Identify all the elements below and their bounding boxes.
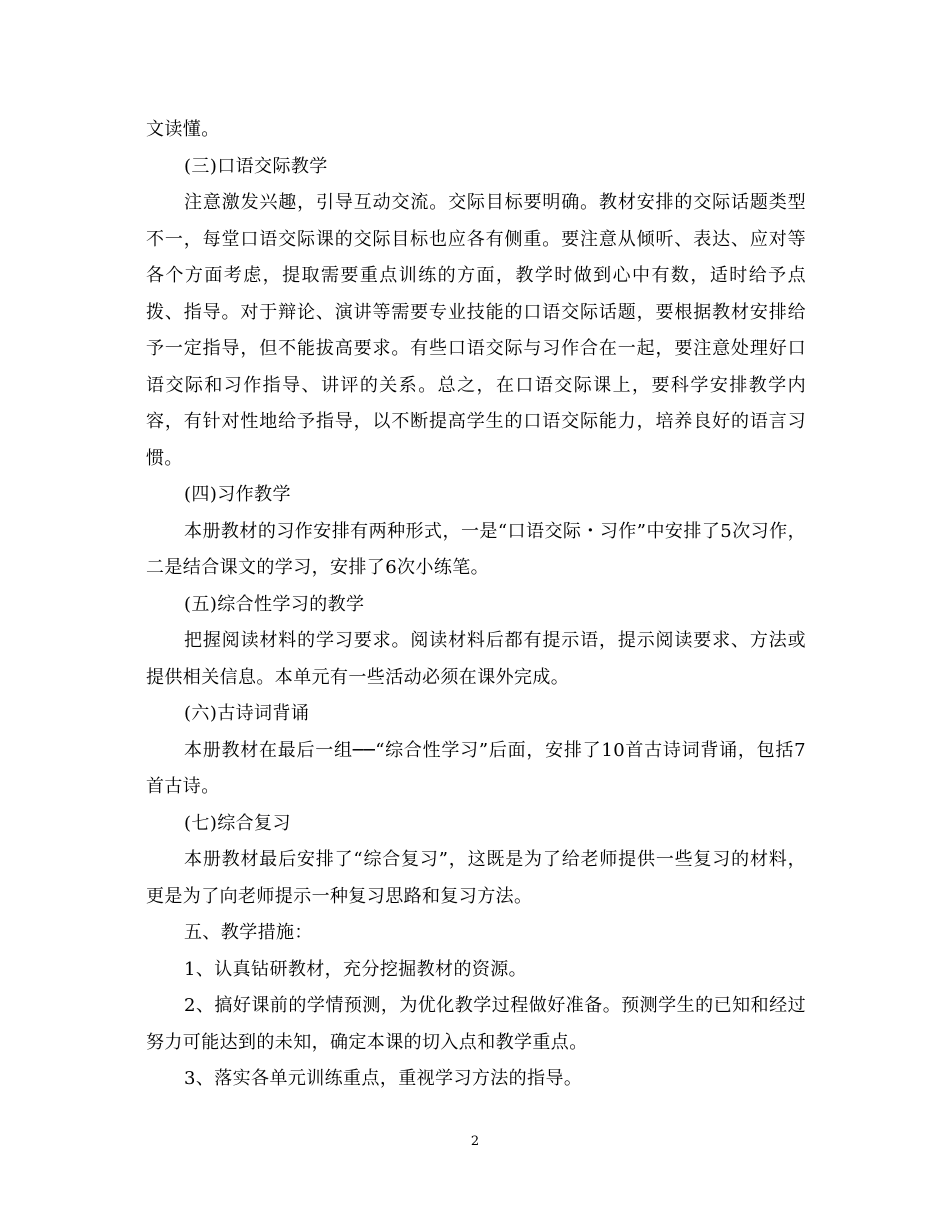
paragraph-comprehensive-review: 本册教材最后安排了“综合复习”，这既是为了给老师提供一些复习的材料，更是为了向老师提示一种复习思路和复习方法。 [146,849,806,907]
heading-comprehensive-learning: (五)综合性学习的教学 [184,593,365,615]
paragraph-oral-communication: 注意激发兴趣，引导互动交流。交际目标要明确。教材安排的交际话题类型不一，每堂口语交际课的交际目标也应各有侧重。要注意从倾听、表达、应对等各个方面考虑，提取需要重点训练的方面，教学时做到心中有数，适时给予点拨、指导。对于辩论、演讲等需要专业技能的口语交际话题，要根据教材安排给予一定指导，但不能拔高要求。有些口语交际与习作合在一起，要注意处理好口语交际和习作指导、讲评的关系。总之，在口语交际课上，要科学安排教学内容，有针对性地给予指导，以不断提高学生的口语交际能力，培养良好的语言习惯。 [146,192,806,469]
page-number: 2 [470,1134,480,1149]
paragraph-continuation: 文读懂。 [146,119,220,140]
measure-item-3: 3、落实各单元训练重点，重视学习方法的指导。 [184,1068,583,1089]
paragraph-comprehensive-learning: 把握阅读材料的学习要求。阅读材料后都有提示语，提示阅读要求、方法或提供相关信息。本单元有一些活动必须在课外完成。 [146,630,806,688]
measure-item-2: 2、搞好课前的学情预测，为优化教学过程做好准备。预测学生的已知和经过努力可能达到的未知，确定本课的切入点和教学重点。 [146,995,806,1053]
document-body [146,112,806,1098]
paragraph-ancient-poetry: 本册教材在最后一组──“综合性学习”后面，安排了10首古诗词背诵，包括7首古诗。 [146,739,806,797]
heading-comprehensive-review: (七)综合复习 [184,812,291,834]
measure-item-1: 1、认真钻研教材，充分挖掘教材的资源。 [184,958,528,980]
heading-oral-communication: (三)口语交际教学 [184,155,328,177]
paragraph-writing: 本册教材的习作安排有两种形式，一是“口语交际・习作”中安排了5次习作，二是结合课文的学习，安排了6次小练笔。 [146,520,806,578]
heading-teaching-measures: 五、教学措施： [184,922,313,943]
heading-writing: (四)习作教学 [184,484,291,505]
heading-ancient-poetry: (六)古诗词背诵 [184,703,310,724]
